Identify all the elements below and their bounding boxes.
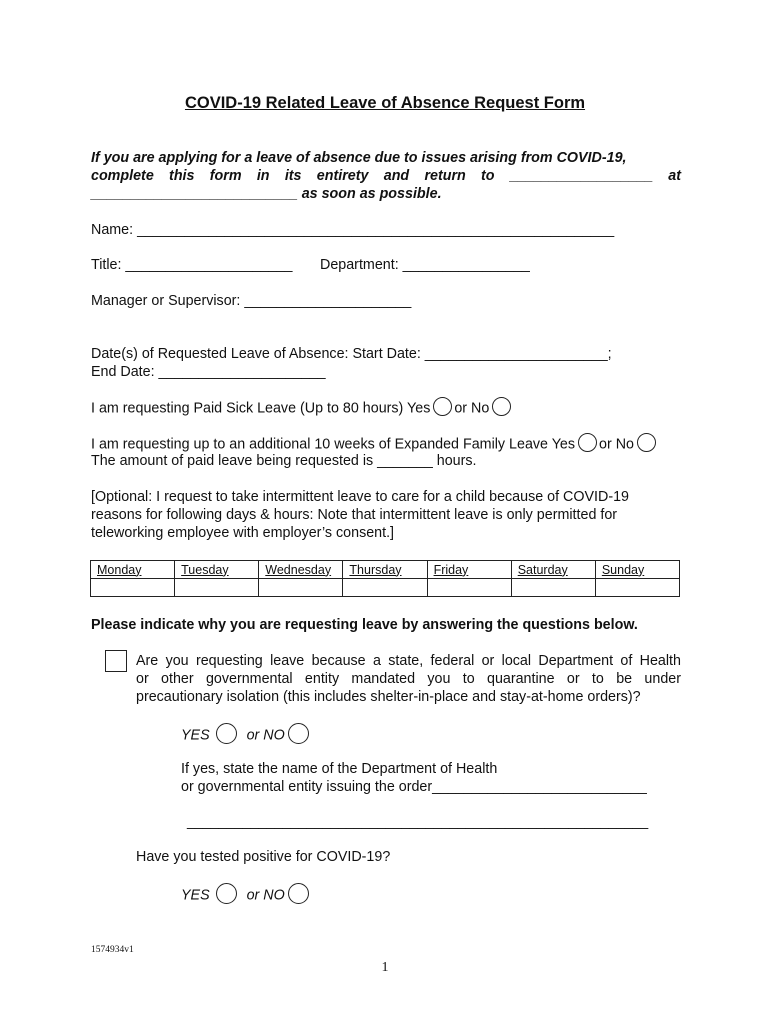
question-1-or-no-label: or NO (246, 727, 285, 744)
day-header: Monday (91, 561, 175, 579)
intermittent-days-table (90, 560, 680, 597)
friday-hours-cell[interactable] (427, 579, 511, 597)
leave-amount-field[interactable]: The amount of paid leave being requested is _______ hours. (91, 453, 477, 469)
intro-at-text: at (668, 168, 681, 184)
days-header-row (91, 561, 680, 579)
question-2-text: Have you tested positive for COVID-19? (136, 849, 391, 865)
day-header: Saturday (511, 561, 595, 579)
expanded-leave-row (91, 435, 658, 454)
optional-line-1: [Optional: I request to take intermittent leave to care for a child because of COVID-19 (91, 489, 629, 505)
question-2-answer-row (181, 885, 311, 906)
name-field[interactable]: Name: ____________________________________________________________ (91, 222, 615, 238)
issuing-entity-field[interactable]: or governmental entity issuing the order___________________________ (181, 779, 647, 795)
form-title: COVID-19 Related Leave of Absence Request Form (184, 94, 586, 112)
document-id: 1574934v1 (91, 945, 134, 955)
issuing-entity-continuation-field[interactable]: __________________________________________________________ (187, 814, 649, 830)
question-2-no-radio[interactable] (288, 883, 309, 904)
question-1-yes-radio[interactable] (216, 723, 237, 744)
manager-field[interactable]: Manager or Supervisor: _____________________ (91, 293, 412, 309)
title-field[interactable]: Title: _____________________ (91, 257, 293, 273)
intro-return-text: complete this form in its entirety and return to (91, 168, 495, 184)
question-1-checkbox[interactable] (105, 650, 127, 672)
end-date-field[interactable]: End Date: _____________________ (91, 364, 326, 380)
question-1-line-2: or other governmental entity mandated you to quarantine or to be under (136, 671, 681, 687)
question-2-yes-label: YES (181, 887, 210, 904)
department-field[interactable]: Department: ________________ (320, 257, 530, 273)
page-number: 1 (381, 960, 389, 975)
expanded-leave-or-no-label: or No (599, 436, 634, 453)
question-1-line-3: precautionary isolation (this includes shelter-in-place and stay-at-home orders)? (136, 689, 641, 705)
return-to-blank[interactable]: __________________ (509, 168, 653, 184)
expanded-leave-no-radio[interactable] (637, 433, 656, 452)
intro-line-2 (91, 168, 681, 184)
day-header: Tuesday (175, 561, 259, 579)
sunday-hours-cell[interactable] (595, 579, 679, 597)
day-header: Wednesday (259, 561, 343, 579)
question-1-no-radio[interactable] (288, 723, 309, 744)
ifyes-line-1: If yes, state the name of the Department of Health (181, 761, 498, 777)
expanded-leave-text: I am requesting up to an additional 10 weeks of Expanded Family Leave Yes (91, 436, 576, 453)
days-hours-row (91, 579, 680, 597)
question-1-line-1: Are you requesting leave because a state, federal or local Department of Health (136, 653, 681, 669)
paid-sick-yes-radio[interactable] (433, 397, 452, 416)
question-2-yes-radio[interactable] (216, 883, 237, 904)
day-header: Sunday (595, 561, 679, 579)
start-date-field[interactable]: Date(s) of Requested Leave of Absence: Start Date: _______________________; (91, 346, 612, 362)
tuesday-hours-cell[interactable] (175, 579, 259, 597)
expanded-leave-yes-radio[interactable] (578, 433, 597, 452)
monday-hours-cell[interactable] (91, 579, 175, 597)
optional-line-2: reasons for following days & hours: Note that intermittent leave is only permitted for (91, 507, 618, 523)
thursday-hours-cell[interactable] (343, 579, 427, 597)
question-2-or-no-label: or NO (246, 887, 285, 904)
paid-sick-or-no-label: or No (454, 400, 490, 417)
day-header: Friday (427, 561, 511, 579)
question-1-yes-label: YES (181, 727, 210, 744)
question-1-answer-row (181, 725, 311, 746)
intro-line-1: If you are applying for a leave of absence due to issues arising from COVID-19, (91, 150, 627, 166)
paid-sick-no-radio[interactable] (492, 397, 511, 416)
reasons-heading: Please indicate why you are requesting leave by answering the questions below. (91, 617, 638, 633)
intro-line-3[interactable]: __________________________ as soon as possible. (91, 186, 442, 202)
optional-line-3: teleworking employee with employer’s consent.] (91, 525, 395, 541)
wednesday-hours-cell[interactable] (259, 579, 343, 597)
paid-sick-leave-text: I am requesting Paid Sick Leave (Up to 80 hours) Yes (91, 400, 431, 417)
paid-sick-leave-row (91, 399, 513, 418)
day-header: Thursday (343, 561, 427, 579)
saturday-hours-cell[interactable] (511, 579, 595, 597)
